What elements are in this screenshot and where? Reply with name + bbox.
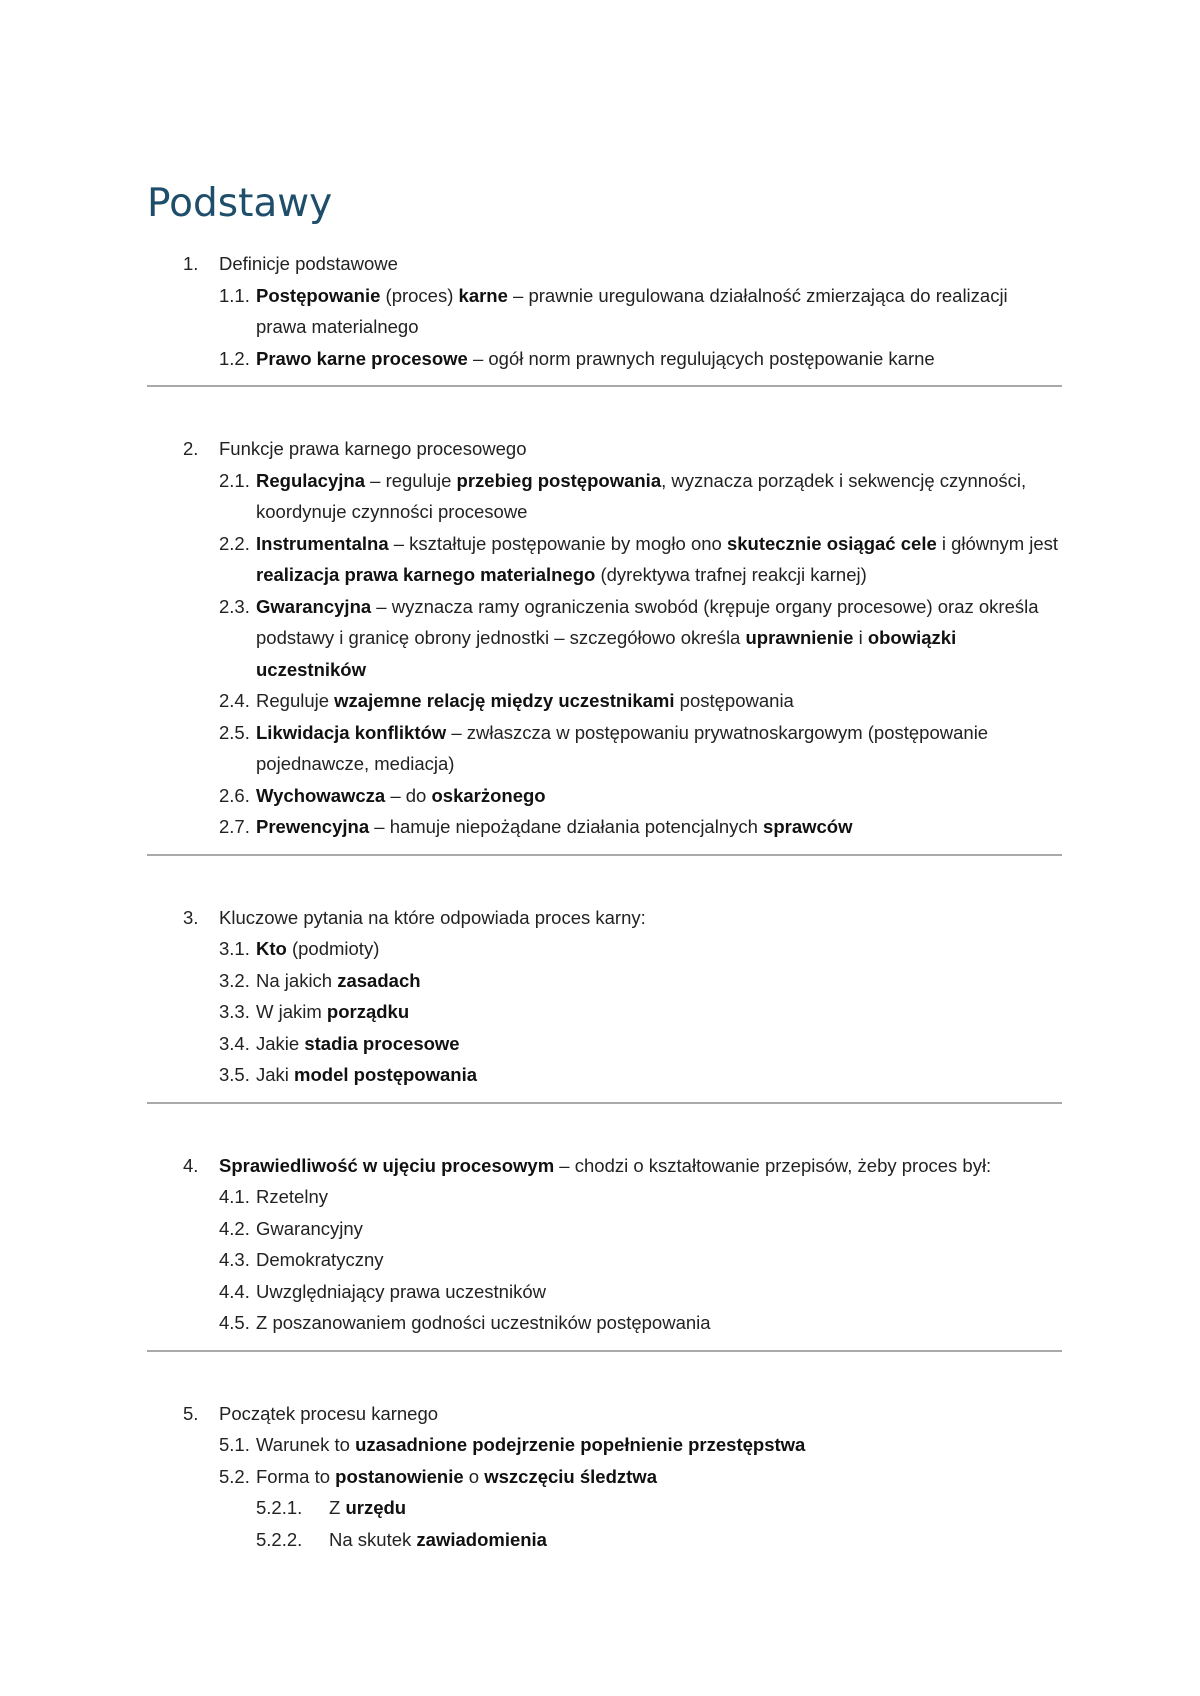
page-title: Podstawy bbox=[147, 181, 333, 226]
text-run: Początek procesu karnego bbox=[219, 1402, 439, 1424]
list-section bbox=[147, 1398, 1062, 1556]
text-run: – ogół norm prawnych regulujących postępowanie karne bbox=[467, 347, 935, 369]
bold-text: Likwidacja konfliktów bbox=[256, 721, 447, 743]
list-number: 2.1. bbox=[219, 469, 250, 491]
text-run: , wyznacza porządek i sekwencję czynności, koordynuje czynności procesowe bbox=[256, 469, 1027, 522]
bold-text: Kto bbox=[256, 938, 287, 959]
list-section bbox=[147, 248, 1062, 374]
list-number: 5.2. bbox=[219, 1465, 250, 1487]
section-divider bbox=[147, 1350, 1062, 1352]
text-run: i bbox=[853, 627, 868, 648]
list-item-level2 bbox=[147, 1028, 1062, 1060]
list-number: 3.5. bbox=[219, 1064, 250, 1085]
section-divider bbox=[147, 385, 1062, 387]
list-number: 5.2.1. bbox=[256, 1497, 303, 1518]
bold-text: Sprawiedliwość w ujęciu procesowym bbox=[219, 1154, 555, 1176]
list-item-level2 bbox=[147, 465, 1062, 528]
list-number: 2. bbox=[183, 438, 199, 459]
list-item-level2 bbox=[147, 933, 1062, 965]
bold-text: Regulacyjna bbox=[256, 469, 365, 491]
text-run: – chodzi o kształtowanie przepisów, żeby proces był: bbox=[554, 1154, 992, 1176]
list-item-level3 bbox=[147, 1492, 1062, 1524]
text-run: Reguluje bbox=[256, 690, 335, 711]
list-number: 4.3. bbox=[219, 1249, 250, 1270]
bold-text: uzasadnione podejrzenie popełnienie przestępstwa bbox=[355, 1434, 806, 1455]
list-item-level2 bbox=[147, 1307, 1062, 1339]
bold-text: skutecznie osiągać cele bbox=[726, 532, 937, 554]
list-item-level2 bbox=[147, 1059, 1062, 1091]
list-item-level2 bbox=[147, 1461, 1062, 1493]
text-run: – zwłaszcza w postępowaniu prywatnoskargowym (postępowanie pojednawcze, mediacja) bbox=[256, 721, 989, 774]
text-run: – prawnie uregulowana działalność zmierzająca do realizacji prawa materialnego bbox=[256, 284, 1008, 337]
list-item-level2 bbox=[147, 965, 1062, 997]
bold-text: obowiązki uczestników bbox=[256, 627, 957, 680]
list-number: 2.7. bbox=[219, 816, 250, 837]
bold-text: urzędu bbox=[345, 1497, 407, 1518]
list-number: 4.5. bbox=[219, 1312, 250, 1333]
list-item-level2 bbox=[147, 811, 1062, 843]
bold-text: zasadach bbox=[337, 969, 421, 991]
bold-text: realizacja prawa karnego materialnego bbox=[256, 564, 596, 585]
list-number: 1.2. bbox=[219, 347, 250, 369]
bold-text: Prewencyjna bbox=[256, 816, 370, 837]
text-run: Rzetelny bbox=[256, 1186, 328, 1207]
list-item-level1 bbox=[147, 1398, 1062, 1430]
text-run: Na skutek bbox=[329, 1528, 417, 1550]
text-run: – wyznacza ramy ograniczenia swobód (krępuje organy procesowe) oraz określa podstawy i granicę obrony jednostki – szczegółowo określa bbox=[256, 595, 1039, 648]
list-item-level2 bbox=[147, 280, 1062, 343]
bold-text: wzajemne relację między uczestnikami bbox=[334, 690, 675, 711]
bold-text: zawiadomienia bbox=[416, 1528, 547, 1550]
text-run: Z bbox=[329, 1497, 346, 1518]
text-run: Jakie bbox=[256, 1032, 305, 1054]
list-number: 2.5. bbox=[219, 721, 250, 743]
list-section bbox=[147, 433, 1062, 843]
bold-text: Gwarancyjna bbox=[256, 595, 372, 617]
list-item-level2 bbox=[147, 996, 1062, 1028]
list-item-level3 bbox=[147, 1524, 1062, 1556]
section-divider bbox=[147, 1102, 1062, 1104]
list-number: 5. bbox=[183, 1402, 199, 1424]
text-run: postępowania bbox=[674, 690, 794, 711]
list-item-level1 bbox=[147, 433, 1062, 465]
text-run: Forma to bbox=[256, 1465, 336, 1487]
list-number: 3.4. bbox=[219, 1032, 250, 1054]
list-number: 3.2. bbox=[219, 969, 250, 991]
bold-text: Prawo karne procesowe bbox=[256, 347, 468, 369]
document-page bbox=[147, 178, 1062, 1555]
list-number: 1. bbox=[183, 253, 199, 274]
text-run: (dyrektywa trafnej reakcji karnej) bbox=[595, 564, 867, 585]
text-run: Uwzględniający prawa uczestników bbox=[256, 1280, 546, 1302]
list-item-level2 bbox=[147, 717, 1062, 780]
bold-text: model postępowania bbox=[294, 1064, 478, 1085]
text-run: – kształtuje postępowanie by mogło ono bbox=[388, 532, 727, 554]
list-number: 2.4. bbox=[219, 690, 250, 711]
list-item-level2 bbox=[147, 685, 1062, 717]
list-item-level2 bbox=[147, 1429, 1062, 1461]
text-run: Warunek to bbox=[256, 1434, 356, 1455]
bold-text: uprawnienie bbox=[745, 627, 854, 648]
list-number: 2.3. bbox=[219, 595, 250, 617]
list-item-level1 bbox=[147, 1150, 1062, 1182]
list-number: 3.1. bbox=[219, 938, 250, 959]
bold-text: Instrumentalna bbox=[256, 532, 389, 554]
text-run: Definicje podstawowe bbox=[219, 253, 398, 274]
text-run: (podmioty) bbox=[286, 938, 380, 959]
text-run: Jaki bbox=[256, 1064, 295, 1085]
list-item-level1 bbox=[147, 902, 1062, 934]
text-run: – do bbox=[385, 784, 432, 806]
text-run: Demokratyczny bbox=[256, 1249, 384, 1270]
text-run: i głównym jest bbox=[936, 532, 1059, 554]
list-item-level2 bbox=[147, 528, 1062, 591]
list-item-level2 bbox=[147, 591, 1062, 686]
bold-text: karne bbox=[458, 284, 508, 306]
bold-text: postanowienie bbox=[335, 1465, 464, 1487]
document-body bbox=[147, 248, 1062, 1555]
list-number: 3. bbox=[183, 906, 199, 928]
text-run: – reguluje bbox=[365, 469, 457, 491]
list-item-level2 bbox=[147, 1213, 1062, 1245]
list-item-level2 bbox=[147, 780, 1062, 812]
bold-text: porządku bbox=[326, 1001, 410, 1022]
list-number: 4.1. bbox=[219, 1186, 250, 1207]
bold-text: Wychowawcza bbox=[256, 784, 386, 806]
list-number: 5.1. bbox=[219, 1434, 250, 1455]
bold-text: przebieg postępowania bbox=[456, 469, 662, 491]
list-section bbox=[147, 1150, 1062, 1339]
bold-text: stadia procesowe bbox=[304, 1032, 460, 1054]
section-divider bbox=[147, 854, 1062, 856]
list-item-level2 bbox=[147, 343, 1062, 375]
text-run: Na jakich bbox=[256, 969, 338, 991]
text-run: W jakim bbox=[256, 1001, 327, 1022]
text-run: – hamuje niepożądane działania potencjalnych bbox=[369, 816, 764, 837]
list-item-level2 bbox=[147, 1244, 1062, 1276]
list-number: 3.3. bbox=[219, 1001, 250, 1022]
list-number: 2.6. bbox=[219, 784, 250, 806]
bold-text: Postępowanie bbox=[256, 284, 381, 306]
bold-text: wszczęciu śledztwa bbox=[484, 1465, 657, 1487]
list-item-level2 bbox=[147, 1276, 1062, 1308]
list-number: 5.2.2. bbox=[256, 1528, 303, 1550]
list-number: 1.1. bbox=[219, 284, 250, 306]
text-run: Gwarancyjny bbox=[256, 1217, 363, 1239]
text-run: o bbox=[463, 1465, 485, 1487]
list-number: 4. bbox=[183, 1154, 199, 1176]
list-item-level2 bbox=[147, 1181, 1062, 1213]
list-number: 4.2. bbox=[219, 1217, 250, 1239]
list-number: 4.4. bbox=[219, 1280, 250, 1302]
bold-text: sprawców bbox=[763, 816, 853, 837]
text-run: Funkcje prawa karnego procesowego bbox=[219, 438, 527, 459]
text-run: Z poszanowaniem godności uczestników postępowania bbox=[256, 1312, 711, 1333]
list-number: 2.2. bbox=[219, 532, 250, 554]
text-run: (proces) bbox=[380, 284, 459, 306]
list-section bbox=[147, 902, 1062, 1091]
bold-text: oskarżonego bbox=[431, 784, 546, 806]
text-run: Kluczowe pytania na które odpowiada proces karny: bbox=[219, 906, 646, 928]
list-item-level1 bbox=[147, 248, 1062, 280]
